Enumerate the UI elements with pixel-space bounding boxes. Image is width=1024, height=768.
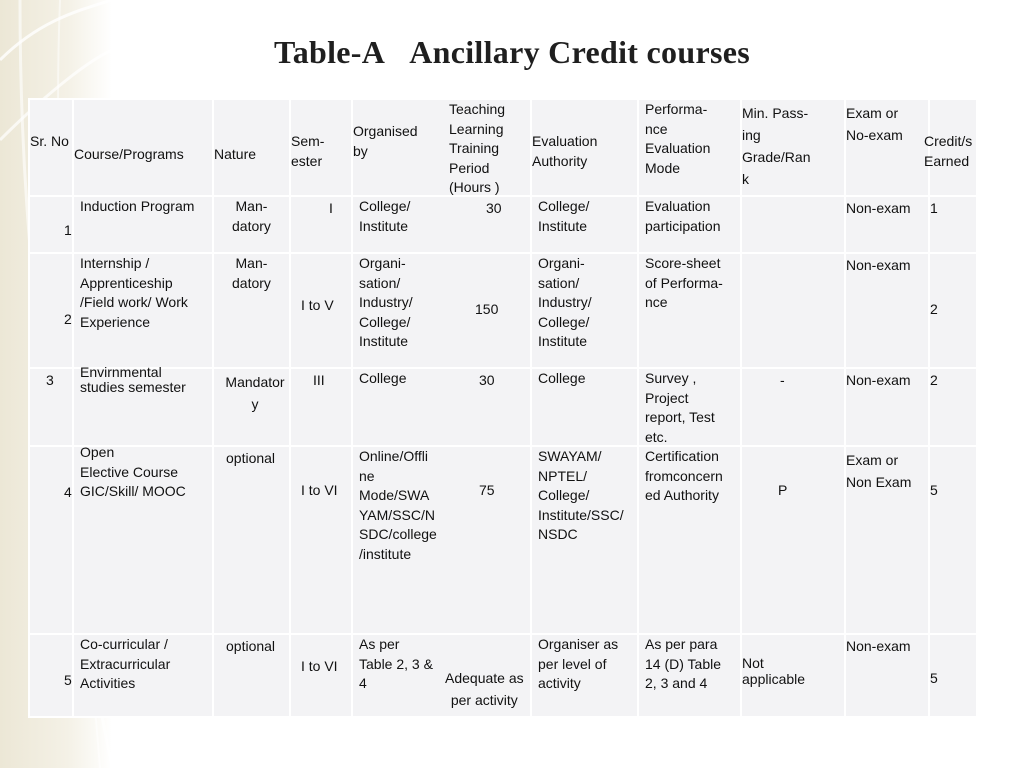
header-evaluation-mode: [638, 99, 741, 196]
table-row: [29, 196, 977, 253]
table-cell: [929, 196, 977, 253]
table-cell-text: Co-curricular / Extracurricular Activities: [80, 636, 171, 691]
table-cell: [213, 196, 290, 253]
table-row: [29, 446, 977, 634]
table-cell-text: Evaluation participation: [645, 198, 721, 234]
table-cell: [73, 364, 213, 446]
table-cell: [845, 253, 929, 368]
table-cell: [29, 368, 73, 446]
header-min-pass: [741, 99, 845, 196]
table-cell-text: Online/Offli ne Mode/SWA YAM/SSC/N SDC/college /institute: [359, 448, 437, 562]
table-cell: [213, 368, 290, 446]
table-cell: [213, 253, 290, 368]
table-cell-text: Exam or No-exam: [846, 105, 903, 143]
table-cell: [929, 446, 977, 634]
header-semester: [290, 99, 352, 196]
table-row: [29, 368, 977, 446]
table-cell: [73, 446, 213, 634]
credit-courses-table: [28, 98, 976, 716]
table-cell: [29, 196, 73, 253]
table-cell-text: Organised by: [353, 123, 418, 159]
table-cell-text: As per Table 2, 3 & 4: [359, 636, 433, 691]
table-cell: [352, 253, 531, 368]
table-cell: [929, 253, 977, 368]
table-cell: [290, 634, 352, 717]
table-cell-text: Adequate as per activity: [445, 670, 524, 708]
table-cell-text: Nature: [214, 146, 257, 162]
table-cell-text: I to VI: [301, 482, 338, 498]
table-cell-text: College/ Institute: [359, 198, 411, 234]
header-credits: [924, 99, 977, 196]
table-cell-text: III: [313, 372, 325, 388]
table-cell-text: 2: [930, 301, 938, 317]
table-cell: [73, 253, 213, 368]
table-cell: [741, 196, 845, 253]
table-cell-text: 30: [479, 372, 495, 388]
table-cell: [845, 446, 929, 634]
table-cell-text: Organi- sation/ Industry/ College/ Institute: [359, 255, 413, 349]
table-cell: [531, 634, 638, 717]
table-cell-text: Organiser as per level of activity: [538, 636, 619, 691]
table-cell-text: Organi- sation/ Industry/ College/ Institute: [538, 255, 592, 349]
table-cell-text: Envirnmental studies semester: [80, 364, 186, 395]
table-cell-text: 1: [930, 200, 938, 216]
table-cell-text: Evaluation Authority: [532, 133, 598, 169]
table-cell: [29, 446, 73, 634]
table-cell-text: Mandator y: [225, 374, 285, 412]
table-cell-text: Non-exam: [846, 638, 911, 654]
table-cell-text: 5: [930, 670, 938, 686]
header-sr-no: [29, 99, 73, 196]
table-cell: [290, 446, 352, 634]
table-header-row: [29, 99, 977, 196]
table-cell-text: As per para 14 (D) Table 2, 3 and 4: [645, 636, 722, 691]
table-cell: [352, 196, 531, 253]
table-cell-text: 30: [486, 200, 502, 216]
table-cell: [29, 634, 73, 717]
table-cell-text: I to V: [301, 297, 334, 313]
table-cell: [213, 446, 290, 634]
table-cell-text: Sem- ester: [291, 133, 325, 169]
table-cell-text: College/ Institute: [538, 198, 590, 234]
table-row: [29, 634, 977, 717]
table-cell-text: Non-exam: [846, 372, 911, 388]
table-cell: [638, 368, 741, 446]
table-cell-text: SWAYAM/ NPTEL/ College/ Institute/SSC/ NSDC: [538, 448, 624, 542]
table-cell-text: 2: [930, 372, 938, 388]
table-cell-text: Certification fromconcern ed Authority: [645, 448, 723, 503]
table-cell: [741, 253, 845, 368]
table-cell: [638, 253, 741, 368]
table-cell: [929, 368, 977, 446]
table-cell: [531, 368, 638, 446]
table-cell: [352, 368, 531, 446]
header-course: [73, 99, 213, 196]
table-cell-text: 150: [475, 301, 499, 317]
table-cell-text: -: [780, 372, 785, 388]
table-cell-text: 75: [479, 482, 495, 498]
title-part1: Table-A: [274, 34, 386, 70]
table-cell-text: 5: [930, 482, 938, 498]
table-cell-text: optional: [226, 638, 276, 654]
table-cell-text: P: [778, 482, 788, 498]
table-cell: [73, 634, 213, 717]
table-cell: [638, 634, 741, 717]
table-cell: [741, 634, 845, 717]
table-cell-text: 4: [64, 484, 72, 500]
header-evaluation-authority: [531, 99, 638, 196]
table-cell-text: Man- datory: [232, 198, 271, 234]
table-cell-text: College: [359, 370, 407, 386]
table-cell-text: Induction Program: [80, 198, 195, 214]
table-cell-text: Min. Pass- ing Grade/Ran k: [742, 105, 811, 187]
table-cell-text: Internship / Apprenticeship /Field work/ Work Experience: [80, 255, 188, 330]
table-cell: [531, 253, 638, 368]
header-nature: [213, 99, 290, 196]
table-cell: [845, 634, 929, 717]
table-cell: [638, 446, 741, 634]
table-cell-text: Credit/s Earned: [924, 133, 973, 169]
table-cell-text: 5: [64, 672, 72, 688]
table-cell-text: Exam or Non Exam: [846, 452, 912, 490]
header-teaching: Teaching Learning Training Period (Hours ): [449, 101, 506, 195]
table-cell: [845, 368, 929, 446]
table-cell-text: Course/Programs: [74, 146, 184, 162]
table-cell-text: 3: [46, 372, 54, 388]
table-cell-text: Open Elective Course GIC/Skill/ MOOC: [80, 444, 186, 499]
table-cell: [290, 368, 352, 446]
slide-title: [0, 34, 1024, 71]
table-cell: [73, 196, 213, 253]
table-cell: [845, 196, 929, 253]
table-cell: [29, 253, 73, 368]
table-cell: [352, 446, 531, 634]
table-cell: [531, 196, 638, 253]
table-cell-text: Non-exam: [846, 257, 911, 273]
table-cell-text: optional: [226, 450, 276, 466]
table-cell: [290, 196, 352, 253]
table-cell-text: Non-exam: [846, 200, 911, 216]
table-cell-text: Not applicable: [742, 655, 806, 687]
table-cell-text: Survey , Project report, Test etc.: [645, 370, 715, 445]
header-exam: [845, 99, 929, 196]
table-cell: [352, 634, 531, 717]
table-cell-text: Score-sheet of Performa- nce: [645, 255, 723, 310]
table-row: [29, 253, 977, 368]
table-cell-text: Man- datory: [232, 255, 271, 291]
table-cell-text: Sr. No: [30, 133, 69, 149]
table-cell-text: I to VI: [301, 658, 338, 674]
table-cell: [638, 196, 741, 253]
table-cell: [741, 368, 845, 446]
header-organised-by: [352, 99, 531, 196]
table-cell: [741, 446, 845, 634]
table-cell: [929, 634, 977, 717]
table-cell-text: I: [329, 200, 333, 216]
table-cell: [531, 446, 638, 634]
table-cell-text: Performa- nce Evaluation Mode: [645, 101, 711, 176]
table-cell-text: 1: [64, 222, 72, 238]
table-cell: [213, 634, 290, 717]
table-cell-text: 2: [64, 311, 72, 327]
table-cell-text: College: [538, 370, 586, 386]
table-cell: [290, 253, 352, 368]
title-part2: Ancillary Credit courses: [409, 34, 750, 70]
